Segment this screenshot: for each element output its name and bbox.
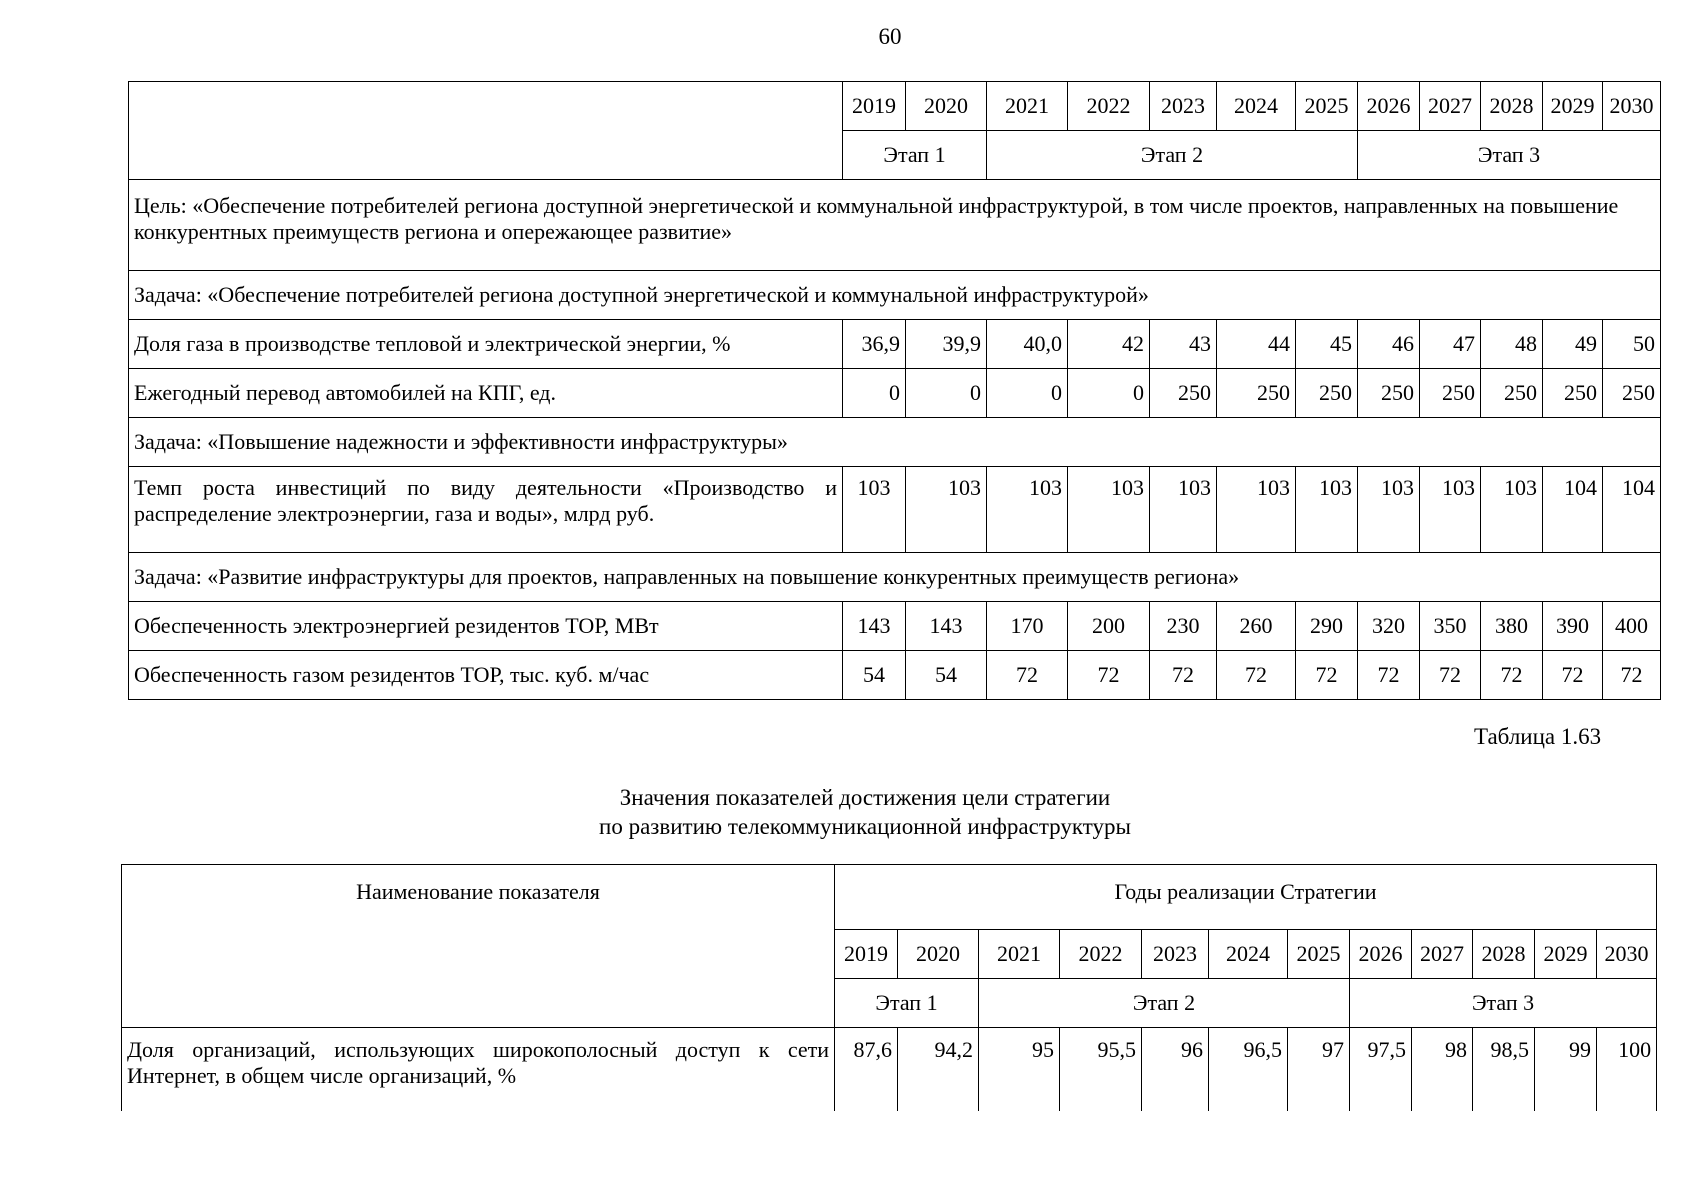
value-cell: 96 bbox=[1142, 1028, 1209, 1112]
value-cell: 250 bbox=[1420, 369, 1481, 418]
value-cell: 99 bbox=[1535, 1028, 1597, 1112]
value-cell: 103 bbox=[1150, 467, 1217, 553]
value-cell: 72 bbox=[1358, 651, 1420, 700]
value-cell: 143 bbox=[906, 602, 987, 651]
value-cell: 87,6 bbox=[835, 1028, 898, 1112]
value-cell: 290 bbox=[1296, 602, 1358, 651]
value-cell: 103 bbox=[906, 467, 987, 553]
stage-cell: Этап 2 bbox=[979, 979, 1350, 1028]
year-cell: 2028 bbox=[1473, 930, 1535, 979]
value-cell: 250 bbox=[1603, 369, 1661, 418]
value-cell: 103 bbox=[843, 467, 906, 553]
indicator-name: Обеспеченность газом резидентов ТОР, тыс. куб. м/час bbox=[129, 651, 843, 700]
value-cell: 72 bbox=[1420, 651, 1481, 700]
value-cell: 390 bbox=[1543, 602, 1603, 651]
task-text: Задача: «Повышение надежности и эффективности инфраструктуры» bbox=[129, 418, 1661, 467]
value-cell: 103 bbox=[1296, 467, 1358, 553]
indicator-name: Темп роста инвестиций по виду деятельности «Производство и распределение электроэнергии, газа и воды», млрд руб. bbox=[129, 467, 843, 553]
value-cell: 98,5 bbox=[1473, 1028, 1535, 1112]
indicator-name: Обеспеченность электроэнергией резидентов ТОР, МВт bbox=[129, 602, 843, 651]
value-cell: 103 bbox=[1217, 467, 1296, 553]
value-cell: 170 bbox=[987, 602, 1068, 651]
table-row bbox=[129, 369, 1661, 418]
value-cell: 72 bbox=[1150, 651, 1217, 700]
value-cell: 39,9 bbox=[906, 320, 987, 369]
goal-row bbox=[129, 180, 1661, 271]
stage-cell: Этап 3 bbox=[1358, 131, 1661, 180]
value-cell: 250 bbox=[1217, 369, 1296, 418]
stage-cell: Этап 1 bbox=[835, 979, 979, 1028]
year-header-row bbox=[129, 82, 1661, 131]
value-cell: 103 bbox=[1420, 467, 1481, 553]
year-cell: 2027 bbox=[1420, 82, 1481, 131]
year-cell: 2026 bbox=[1350, 930, 1412, 979]
value-cell: 98 bbox=[1412, 1028, 1473, 1112]
value-cell: 200 bbox=[1068, 602, 1150, 651]
value-cell: 320 bbox=[1358, 602, 1420, 651]
indicators-table-energy bbox=[128, 81, 1661, 700]
value-cell: 72 bbox=[987, 651, 1068, 700]
value-cell: 49 bbox=[1543, 320, 1603, 369]
indicator-name: Доля газа в производстве тепловой и электрической энергии, % bbox=[129, 320, 843, 369]
table-title bbox=[0, 783, 1698, 841]
value-cell: 0 bbox=[1068, 369, 1150, 418]
value-cell: 45 bbox=[1296, 320, 1358, 369]
year-cell: 2030 bbox=[1603, 82, 1661, 131]
value-cell: 250 bbox=[1543, 369, 1603, 418]
year-cell: 2020 bbox=[898, 930, 979, 979]
year-cell: 2025 bbox=[1296, 82, 1358, 131]
table-row bbox=[122, 1028, 1657, 1112]
value-cell: 72 bbox=[1543, 651, 1603, 700]
value-cell: 43 bbox=[1150, 320, 1217, 369]
value-cell: 72 bbox=[1217, 651, 1296, 700]
year-cell: 2028 bbox=[1481, 82, 1543, 131]
value-cell: 50 bbox=[1603, 320, 1661, 369]
value-cell: 46 bbox=[1358, 320, 1420, 369]
year-cell: 2026 bbox=[1358, 82, 1420, 131]
year-cell: 2024 bbox=[1209, 930, 1288, 979]
year-cell: 2022 bbox=[1060, 930, 1142, 979]
value-cell: 103 bbox=[1481, 467, 1543, 553]
value-cell: 250 bbox=[1481, 369, 1543, 418]
value-cell: 260 bbox=[1217, 602, 1296, 651]
value-cell: 54 bbox=[843, 651, 906, 700]
value-cell: 95,5 bbox=[1060, 1028, 1142, 1112]
value-cell: 44 bbox=[1217, 320, 1296, 369]
year-cell: 2024 bbox=[1217, 82, 1296, 131]
value-cell: 97 bbox=[1288, 1028, 1350, 1112]
table-row bbox=[129, 651, 1661, 700]
value-cell: 103 bbox=[1068, 467, 1150, 553]
value-cell: 0 bbox=[906, 369, 987, 418]
value-cell: 380 bbox=[1481, 602, 1543, 651]
stage-cell: Этап 3 bbox=[1350, 979, 1657, 1028]
value-cell: 40,0 bbox=[987, 320, 1068, 369]
year-cell: 2021 bbox=[987, 82, 1068, 131]
value-cell: 103 bbox=[1358, 467, 1420, 553]
goal-text: Цель: «Обеспечение потребителей региона доступной энергетической и коммунальной инфраструктурой, в том числе проектов, направленных на повышение конкурентных преимуществ региона и опережающее развитие» bbox=[129, 180, 1661, 271]
value-cell: 72 bbox=[1068, 651, 1150, 700]
value-cell: 350 bbox=[1420, 602, 1481, 651]
header-row bbox=[122, 865, 1657, 930]
value-cell: 54 bbox=[906, 651, 987, 700]
value-cell: 0 bbox=[987, 369, 1068, 418]
task-text: Задача: «Развитие инфраструктуры для проектов, направленных на повышение конкурентных преимуществ региона» bbox=[129, 553, 1661, 602]
year-cell: 2021 bbox=[979, 930, 1060, 979]
table-caption: Таблица 1.63 bbox=[1474, 724, 1602, 749]
year-cell: 2020 bbox=[906, 82, 987, 131]
value-cell: 100 bbox=[1597, 1028, 1657, 1112]
value-cell: 250 bbox=[1150, 369, 1217, 418]
value-cell: 96,5 bbox=[1209, 1028, 1288, 1112]
value-cell: 97,5 bbox=[1350, 1028, 1412, 1112]
indicator-name: Доля организаций, использующих широкополосный доступ к сети Интернет, в общем числе организаций, % bbox=[122, 1028, 835, 1112]
value-cell: 0 bbox=[843, 369, 906, 418]
value-cell: 103 bbox=[987, 467, 1068, 553]
value-cell: 36,9 bbox=[843, 320, 906, 369]
table-title-line: Значения показателей достижения цели стратегии bbox=[619, 785, 1111, 810]
year-cell: 2030 bbox=[1597, 930, 1657, 979]
value-cell: 42 bbox=[1068, 320, 1150, 369]
table-row bbox=[129, 467, 1661, 553]
value-cell: 400 bbox=[1603, 602, 1661, 651]
indicator-name: Ежегодный перевод автомобилей на КПГ, ед. bbox=[129, 369, 843, 418]
year-cell: 2027 bbox=[1412, 930, 1473, 979]
task-row bbox=[129, 418, 1661, 467]
value-cell: 230 bbox=[1150, 602, 1217, 651]
header-blank-cell bbox=[129, 82, 843, 180]
table-row bbox=[129, 320, 1661, 369]
value-cell: 72 bbox=[1481, 651, 1543, 700]
year-cell: 2029 bbox=[1535, 930, 1597, 979]
year-cell: 2019 bbox=[843, 82, 906, 131]
page-number: 60 bbox=[878, 24, 902, 49]
years-header: Годы реализации Стратегии bbox=[835, 865, 1657, 930]
value-cell: 72 bbox=[1296, 651, 1358, 700]
value-cell: 104 bbox=[1603, 467, 1661, 553]
year-cell: 2022 bbox=[1068, 82, 1150, 131]
task-row bbox=[129, 271, 1661, 320]
value-cell: 47 bbox=[1420, 320, 1481, 369]
value-cell: 94,2 bbox=[898, 1028, 979, 1112]
year-cell: 2025 bbox=[1288, 930, 1350, 979]
stage-cell: Этап 1 bbox=[843, 131, 987, 180]
year-cell: 2023 bbox=[1150, 82, 1217, 131]
table-row bbox=[129, 602, 1661, 651]
task-row bbox=[129, 553, 1661, 602]
year-cell: 2029 bbox=[1543, 82, 1603, 131]
value-cell: 143 bbox=[843, 602, 906, 651]
indicators-table-telecom bbox=[121, 864, 1657, 1111]
task-text: Задача: «Обеспечение потребителей региона доступной энергетической и коммунальной инфраструктурой» bbox=[129, 271, 1661, 320]
stage-cell: Этап 2 bbox=[987, 131, 1358, 180]
value-cell: 95 bbox=[979, 1028, 1060, 1112]
value-cell: 72 bbox=[1603, 651, 1661, 700]
table-title-line: по развитию телекоммуникационной инфраструктуры bbox=[599, 814, 1131, 839]
value-cell: 250 bbox=[1358, 369, 1420, 418]
indicator-name-header: Наименование показателя bbox=[122, 865, 835, 1028]
value-cell: 250 bbox=[1296, 369, 1358, 418]
year-cell: 2019 bbox=[835, 930, 898, 979]
value-cell: 104 bbox=[1543, 467, 1603, 553]
year-cell: 2023 bbox=[1142, 930, 1209, 979]
value-cell: 48 bbox=[1481, 320, 1543, 369]
